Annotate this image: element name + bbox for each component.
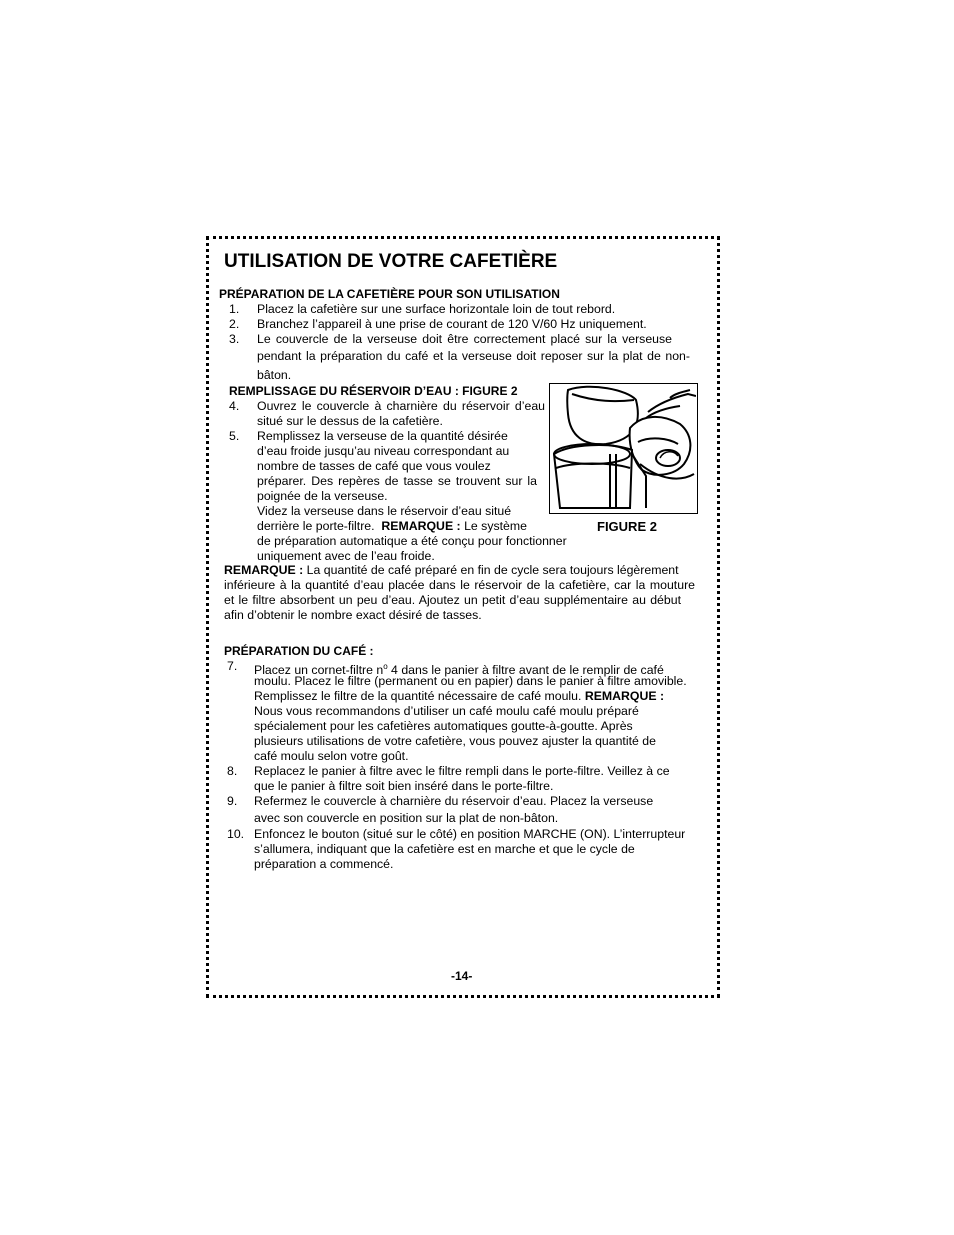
item-text: préparation a commencé.	[254, 857, 394, 871]
item-text: s’allumera, indiquant que la cafetière est en marche et que le cycle de	[254, 842, 635, 856]
item-text: préparer. Des repères de tasse se trouvent sur la	[257, 474, 537, 488]
section-heading-cafe: PRÉPARATION DU CAFÉ :	[224, 644, 374, 658]
item-text: d’eau froide jusqu’au niveau correspondant au	[257, 444, 510, 458]
figure-2-illustration	[549, 383, 698, 514]
note-paragraph: inférieure à la quantité d’eau placée dans le réservoir de la cafetière, car la mouture	[224, 578, 695, 592]
item-text: plusieurs utilisations de votre cafetière, vous pouvez ajuster la quantité de	[254, 734, 656, 748]
section-heading-preparation: PRÉPARATION DE LA CAFETIÈRE POUR SON UTILISATION	[219, 287, 560, 301]
item-text: Placez un cornet-filtre $n^o$ 4 dans le panier à filtre avant de le remplir de café	[254, 662, 664, 678]
item-text: Remplissez la verseuse de la quantité désirée	[257, 429, 508, 443]
item-text: Replacez le panier à filtre avec le filtre rempli dans le porte-filtre. Veillez à ce	[254, 764, 670, 778]
item-text: Nous vous recommandons d’utiliser un café moulu café moulu préparé	[254, 704, 639, 718]
item-text: Refermez le couvercle à charnière du réservoir d’eau. Placez la verseuse	[254, 794, 654, 808]
coffee-maker-drawing	[550, 384, 696, 512]
item-number: 10.	[227, 827, 245, 841]
item-number: 4.	[229, 399, 240, 413]
item-text: Enfoncez le bouton (situé sur le côté) en position MARCHE (ON). L’interrupteur	[254, 827, 686, 841]
item-text: nombre de tasses de café que vous voulez	[257, 459, 491, 473]
item-text: Ouvrez le couvercle à charnière du réservoir d’eau	[257, 399, 545, 413]
item-text: avec son couvercle en position sur la plat de non-bâton.	[254, 811, 559, 825]
note-paragraph: afin d’obtenir le nombre exact désiré de tasses.	[224, 608, 482, 622]
item-text: uniquement avec de l’eau froide.	[257, 549, 435, 563]
figure-2-label: FIGURE 2	[597, 519, 657, 534]
page-title: UTILISATION DE VOTRE CAFETIÈRE	[224, 251, 558, 272]
item-text: café moulu selon votre goût.	[254, 749, 409, 763]
item-text: spécialement pour les cafetières automatiques goutte-à-goutte. Après	[254, 719, 633, 733]
item-text: situé sur le dessus de la cafetière.	[257, 414, 443, 428]
item-number: 7.	[227, 659, 238, 673]
section-heading-reservoir: REMPLISSAGE DU RÉSERVOIR D’EAU : FIGURE 2	[229, 384, 518, 398]
item-number: 1.	[229, 302, 240, 316]
item-text: bâton.	[257, 368, 292, 382]
item-number: 5.	[229, 429, 240, 443]
page-number: -14-	[451, 969, 473, 983]
item-text: que le panier à filtre soit bien inséré dans le porte-filtre.	[254, 779, 554, 793]
item-text: Branchez l’appareil à une prise de courant de 120 V/60 Hz uniquement.	[257, 317, 647, 331]
item-text: Videz la verseuse dans le réservoir d’eau situé	[257, 504, 512, 518]
note-paragraph: REMARQUE : La quantité de café préparé en fin de cycle sera toujours légèrement	[224, 563, 679, 577]
item-number: 3.	[229, 332, 240, 346]
item-text: moulu. Placez le filtre (permanent ou en papier) dans le panier à filtre amovible.	[254, 674, 687, 688]
item-number: 2.	[229, 317, 240, 331]
item-text: pendant la préparation du café et la verseuse doit reposer sur la plat de non-	[257, 349, 690, 363]
note-paragraph: et le filtre absorbent un peu d’eau. Ajoutez un petit d’eau supplémentaire au début	[224, 593, 681, 607]
item-text: poignée de la verseuse.	[257, 489, 388, 503]
item-text: Remplissez le filtre de la quantité nécessaire de café moulu. REMARQUE :	[254, 689, 665, 703]
item-number: 9.	[227, 794, 238, 808]
item-text: Le couvercle de la verseuse doit être correctement placé sur la verseuse	[257, 332, 672, 346]
item-text: derrière le porte-filtre. REMARQUE : Le système	[257, 519, 527, 533]
item-number: 8.	[227, 764, 238, 778]
item-text: Placez la cafetière sur une surface horizontale loin de tout rebord.	[257, 302, 616, 316]
item-text: de préparation automatique a été conçu pour fonctionner	[257, 534, 567, 548]
